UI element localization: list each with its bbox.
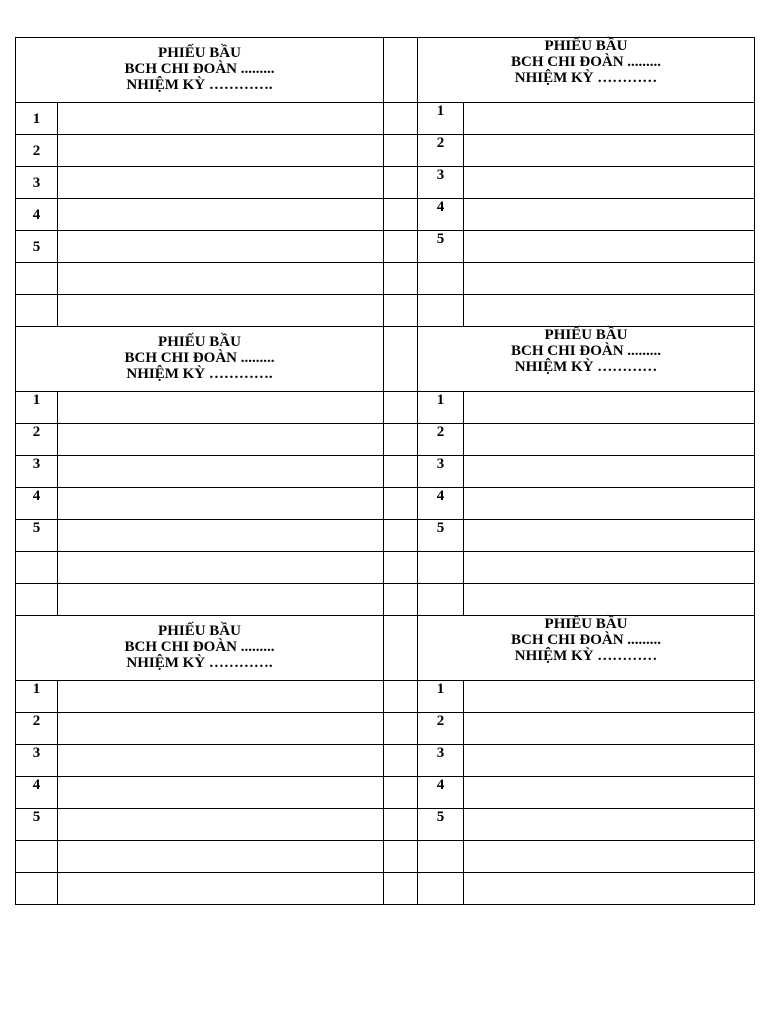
ballot-header-left — [16, 38, 384, 103]
ballot-row — [16, 745, 755, 777]
ballot-term-line: NHIỆM KỲ …………. — [126, 655, 273, 671]
candidate-number-cell — [418, 167, 464, 199]
candidate-number: 1 — [32, 392, 41, 408]
candidate-number-cell — [418, 135, 464, 167]
separator-cell — [384, 584, 418, 616]
candidate-number-cell — [418, 103, 464, 135]
separator-cell — [384, 392, 418, 424]
candidate-number: 2 — [436, 713, 445, 729]
candidate-name-cell[interactable] — [464, 263, 755, 295]
candidate-number: 1 — [32, 681, 41, 697]
candidate-name-cell[interactable] — [58, 713, 384, 745]
candidate-name-cell[interactable] — [464, 167, 755, 199]
separator-cell — [384, 167, 418, 199]
separator-cell — [384, 520, 418, 552]
candidate-name-cell[interactable] — [58, 392, 384, 424]
candidate-name-cell[interactable] — [58, 135, 384, 167]
ballot-title: PHIẾU BẦU — [544, 327, 628, 343]
candidate-number: 3 — [436, 745, 445, 761]
ballot-org-line: BCH CHI ĐOÀN ......... — [124, 350, 275, 366]
candidate-number-cell — [16, 295, 58, 327]
candidate-name-cell[interactable] — [464, 520, 755, 552]
candidate-number-cell — [16, 488, 58, 520]
candidate-name-cell[interactable] — [464, 295, 755, 327]
candidate-number-cell — [418, 713, 464, 745]
candidate-name-cell[interactable] — [58, 841, 384, 873]
separator-cell — [384, 199, 418, 231]
candidate-name-cell[interactable] — [464, 392, 755, 424]
candidate-number-cell — [16, 873, 58, 905]
ballot-row — [16, 392, 755, 424]
ballot-title: PHIẾU BẦU — [544, 616, 628, 632]
ballot-title: PHIẾU BẦU — [158, 623, 241, 639]
ballot-sheet-table — [15, 37, 755, 905]
ballot-header-row — [16, 327, 755, 392]
separator-cell — [384, 841, 418, 873]
candidate-number-cell — [16, 199, 58, 231]
candidate-number-cell — [418, 392, 464, 424]
separator-cell — [384, 456, 418, 488]
ballot-org-line: BCH CHI ĐOÀN ......... — [124, 61, 275, 77]
candidate-name-cell[interactable] — [58, 103, 384, 135]
candidate-number-cell — [418, 552, 464, 584]
ballot-org-line: BCH CHI ĐOÀN ......... — [511, 632, 662, 648]
separator-cell — [384, 38, 418, 103]
candidate-number-cell — [418, 745, 464, 777]
ballot-term-line: NHIỆM KỲ …………. — [126, 77, 273, 93]
candidate-name-cell[interactable] — [58, 424, 384, 456]
candidate-number: 1 — [436, 103, 445, 119]
candidate-name-cell[interactable] — [58, 456, 384, 488]
candidate-number: 3 — [436, 456, 445, 472]
candidate-number-cell — [16, 263, 58, 295]
candidate-number-cell — [418, 681, 464, 713]
separator-cell — [384, 777, 418, 809]
candidate-number: 5 — [436, 809, 445, 825]
candidate-name-cell[interactable] — [464, 681, 755, 713]
candidate-name-cell[interactable] — [464, 841, 755, 873]
ballot-row — [16, 713, 755, 745]
candidate-name-cell[interactable] — [58, 681, 384, 713]
ballot-header-row — [16, 616, 755, 681]
candidate-name-cell[interactable] — [58, 295, 384, 327]
ballot-title: PHIẾU BẦU — [544, 38, 628, 54]
candidate-number: 5 — [32, 809, 41, 825]
ballot-row — [16, 873, 755, 905]
candidate-number-cell — [16, 520, 58, 552]
candidate-number-cell — [16, 584, 58, 616]
ballot-header-right — [418, 38, 755, 103]
candidate-name-cell[interactable] — [58, 167, 384, 199]
candidate-name-cell[interactable] — [58, 777, 384, 809]
candidate-number: 2 — [436, 135, 445, 151]
separator-cell — [384, 295, 418, 327]
ballot-org-line: BCH CHI ĐOÀN ......... — [511, 343, 662, 359]
ballot-header-left — [16, 327, 384, 392]
ballot-row — [16, 488, 755, 520]
candidate-name-cell[interactable] — [464, 584, 755, 616]
ballot-term-line: NHIỆM KỲ …………. — [126, 366, 273, 382]
ballot-row — [16, 777, 755, 809]
candidate-name-cell[interactable] — [58, 745, 384, 777]
candidate-number-cell — [16, 392, 58, 424]
candidate-number-cell — [418, 456, 464, 488]
ballot-row — [16, 809, 755, 841]
candidate-name-cell[interactable] — [464, 424, 755, 456]
candidate-number-cell — [418, 584, 464, 616]
candidate-number: 3 — [32, 456, 41, 472]
separator-cell — [384, 616, 418, 681]
candidate-number: 3 — [32, 174, 41, 191]
candidate-number-cell — [16, 777, 58, 809]
candidate-number: 5 — [436, 520, 445, 536]
separator-cell — [384, 681, 418, 713]
candidate-number: 5 — [32, 238, 41, 255]
candidate-number-cell — [16, 713, 58, 745]
candidate-number-cell — [16, 135, 58, 167]
candidate-name-cell[interactable] — [464, 199, 755, 231]
candidate-name-cell[interactable] — [464, 777, 755, 809]
separator-cell — [384, 103, 418, 135]
ballot-org-line: BCH CHI ĐOÀN ......... — [511, 54, 662, 70]
candidate-name-cell[interactable] — [58, 809, 384, 841]
candidate-number-cell — [418, 809, 464, 841]
candidate-number: 4 — [32, 206, 41, 223]
candidate-number: 1 — [436, 392, 445, 408]
ballot-row — [16, 135, 755, 167]
separator-cell — [384, 231, 418, 263]
candidate-number-cell — [418, 777, 464, 809]
candidate-number-cell — [418, 263, 464, 295]
candidate-number: 2 — [32, 713, 41, 729]
candidate-number: 4 — [436, 777, 445, 793]
candidate-name-cell[interactable] — [58, 584, 384, 616]
candidate-name-cell[interactable] — [464, 552, 755, 584]
ballot-title: PHIẾU BẦU — [158, 45, 241, 61]
candidate-number: 5 — [436, 231, 445, 247]
ballot-org-line: BCH CHI ĐOÀN ......... — [124, 639, 275, 655]
candidate-name-cell[interactable] — [58, 873, 384, 905]
ballot-row — [16, 295, 755, 327]
candidate-number: 1 — [436, 681, 445, 697]
ballot-header-row — [16, 38, 755, 103]
ballot-header-right — [418, 327, 755, 392]
ballot-row — [16, 167, 755, 199]
candidate-name-cell[interactable] — [58, 488, 384, 520]
separator-cell — [384, 135, 418, 167]
ballot-header-right — [418, 616, 755, 681]
ballot-row — [16, 103, 755, 135]
candidate-number-cell — [418, 873, 464, 905]
candidate-number-cell — [418, 488, 464, 520]
ballot-row — [16, 199, 755, 231]
ballot-term-line: NHIỆM KỲ ………… — [514, 70, 658, 86]
candidate-number-cell — [16, 456, 58, 488]
ballot-term-line: NHIỆM KỲ ………… — [514, 648, 658, 664]
candidate-name-cell[interactable] — [464, 103, 755, 135]
candidate-number: 2 — [436, 424, 445, 440]
candidate-number: 2 — [32, 142, 41, 159]
candidate-number: 4 — [32, 777, 41, 793]
candidate-name-cell[interactable] — [58, 199, 384, 231]
candidate-number: 1 — [32, 110, 41, 127]
candidate-number: 5 — [32, 520, 41, 536]
candidate-number-cell — [16, 424, 58, 456]
separator-cell — [384, 809, 418, 841]
candidate-number-cell — [16, 231, 58, 263]
candidate-name-cell[interactable] — [464, 873, 755, 905]
candidate-number-cell — [418, 231, 464, 263]
ballot-row — [16, 681, 755, 713]
candidate-name-cell[interactable] — [58, 520, 384, 552]
candidate-name-cell[interactable] — [464, 488, 755, 520]
separator-cell — [384, 552, 418, 584]
candidate-number-cell — [418, 841, 464, 873]
ballot-row — [16, 424, 755, 456]
candidate-number-cell — [418, 199, 464, 231]
candidate-number-cell — [418, 424, 464, 456]
candidate-name-cell[interactable] — [58, 552, 384, 584]
candidate-name-cell[interactable] — [464, 231, 755, 263]
ballot-row — [16, 263, 755, 295]
candidate-name-cell[interactable] — [464, 809, 755, 841]
ballot-row — [16, 231, 755, 263]
candidate-number: 3 — [32, 745, 41, 761]
ballot-term-line: NHIỆM KỲ ………… — [514, 359, 658, 375]
ballot-row — [16, 841, 755, 873]
separator-cell — [384, 327, 418, 392]
candidate-number: 4 — [436, 488, 445, 504]
candidate-number-cell — [418, 520, 464, 552]
separator-cell — [384, 873, 418, 905]
candidate-number-cell — [16, 681, 58, 713]
candidate-name-cell[interactable] — [464, 456, 755, 488]
separator-cell — [384, 713, 418, 745]
candidate-number-cell — [16, 103, 58, 135]
candidate-number-cell — [418, 295, 464, 327]
candidate-number: 3 — [436, 167, 445, 183]
ballot-row — [16, 552, 755, 584]
candidate-number-cell — [16, 841, 58, 873]
ballot-header-left — [16, 616, 384, 681]
candidate-number-cell — [16, 809, 58, 841]
candidate-number: 4 — [32, 488, 41, 504]
candidate-name-cell[interactable] — [58, 231, 384, 263]
candidate-name-cell[interactable] — [464, 713, 755, 745]
ballot-row — [16, 584, 755, 616]
candidate-number-cell — [16, 552, 58, 584]
ballot-row — [16, 520, 755, 552]
separator-cell — [384, 488, 418, 520]
candidate-number-cell — [16, 745, 58, 777]
candidate-name-cell[interactable] — [58, 263, 384, 295]
ballot-row — [16, 456, 755, 488]
candidate-number-cell — [16, 167, 58, 199]
candidate-name-cell[interactable] — [464, 135, 755, 167]
candidate-name-cell[interactable] — [464, 745, 755, 777]
candidate-number: 4 — [436, 199, 445, 215]
ballot-title: PHIẾU BẦU — [158, 334, 241, 350]
separator-cell — [384, 263, 418, 295]
candidate-number: 2 — [32, 424, 41, 440]
separator-cell — [384, 424, 418, 456]
separator-cell — [384, 745, 418, 777]
